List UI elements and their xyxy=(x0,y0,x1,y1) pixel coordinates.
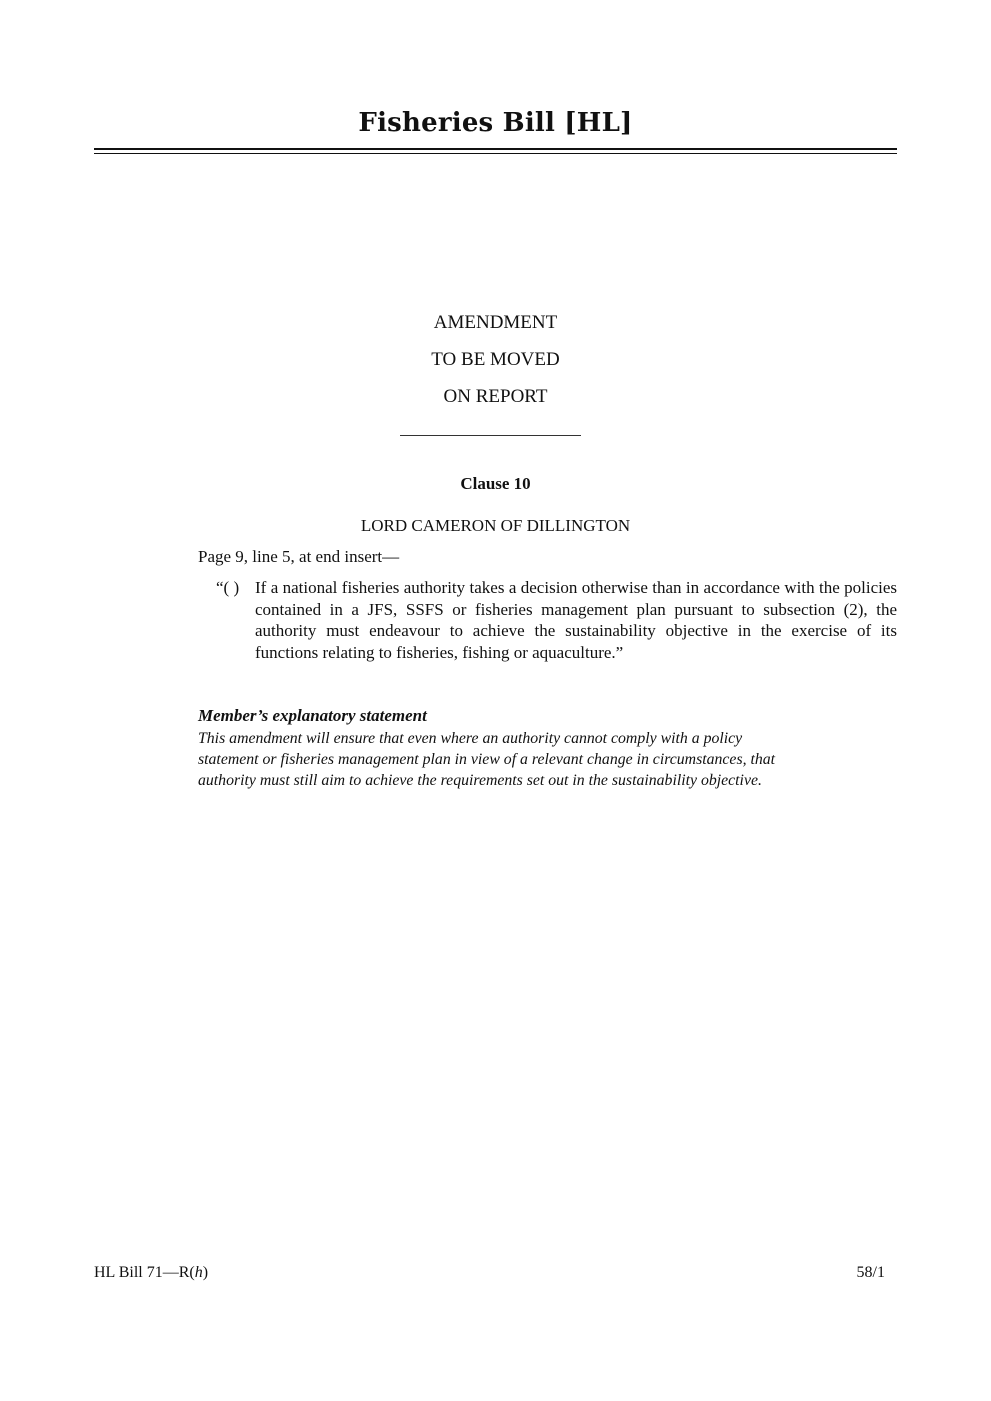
amendment-location: Page 9, line 5, at end insert— xyxy=(198,547,400,566)
explanatory-statement-text xyxy=(198,728,878,791)
page-title: Fisheries Bill [HL] xyxy=(358,108,633,138)
amendment-text: If a national fisheries authority takes a decision otherwise than in accordance with the policies contained in a JFS, SSFS or fisheries management plan pursuant to subsection (2), the authority must endeavour to achieve the sustainability objective in the exercise of its functions relating to fisheries, fishing or aquaculture.” xyxy=(255,578,897,662)
clause-heading: Clause 10 xyxy=(460,474,531,493)
subsection-number: “( ) xyxy=(216,578,240,597)
amendment-body xyxy=(216,577,897,663)
explanatory-line: statement or fisheries management plan in view of a relevant change in circumstances, that xyxy=(198,751,776,768)
title-double-rule xyxy=(94,148,897,154)
explanatory-statement-heading: Member’s explanatory statement xyxy=(198,706,427,725)
heading-line-on-report: ON REPORT xyxy=(443,386,548,407)
explanatory-line: This amendment will ensure that even where an authority cannot comply with a policy xyxy=(198,730,743,747)
bill-reference-suffix: ) xyxy=(202,1264,209,1281)
bill-reference-prefix: HL Bill 71—R( xyxy=(94,1264,195,1281)
amendment-heading xyxy=(0,304,991,415)
heading-line-to-be-moved: TO BE MOVED xyxy=(431,349,560,370)
page-reference: 58/1 xyxy=(856,1264,885,1281)
heading-line-amendment: AMENDMENT xyxy=(433,312,558,333)
bill-reference xyxy=(94,1264,208,1282)
section-divider xyxy=(400,435,581,436)
amendment-mover: LORD CAMERON OF DILLINGTON xyxy=(360,516,631,535)
bill-reference-italic: h xyxy=(194,1264,203,1281)
explanatory-line: authority must still aim to achieve the requirements set out in the sustainability objective. xyxy=(198,772,762,789)
